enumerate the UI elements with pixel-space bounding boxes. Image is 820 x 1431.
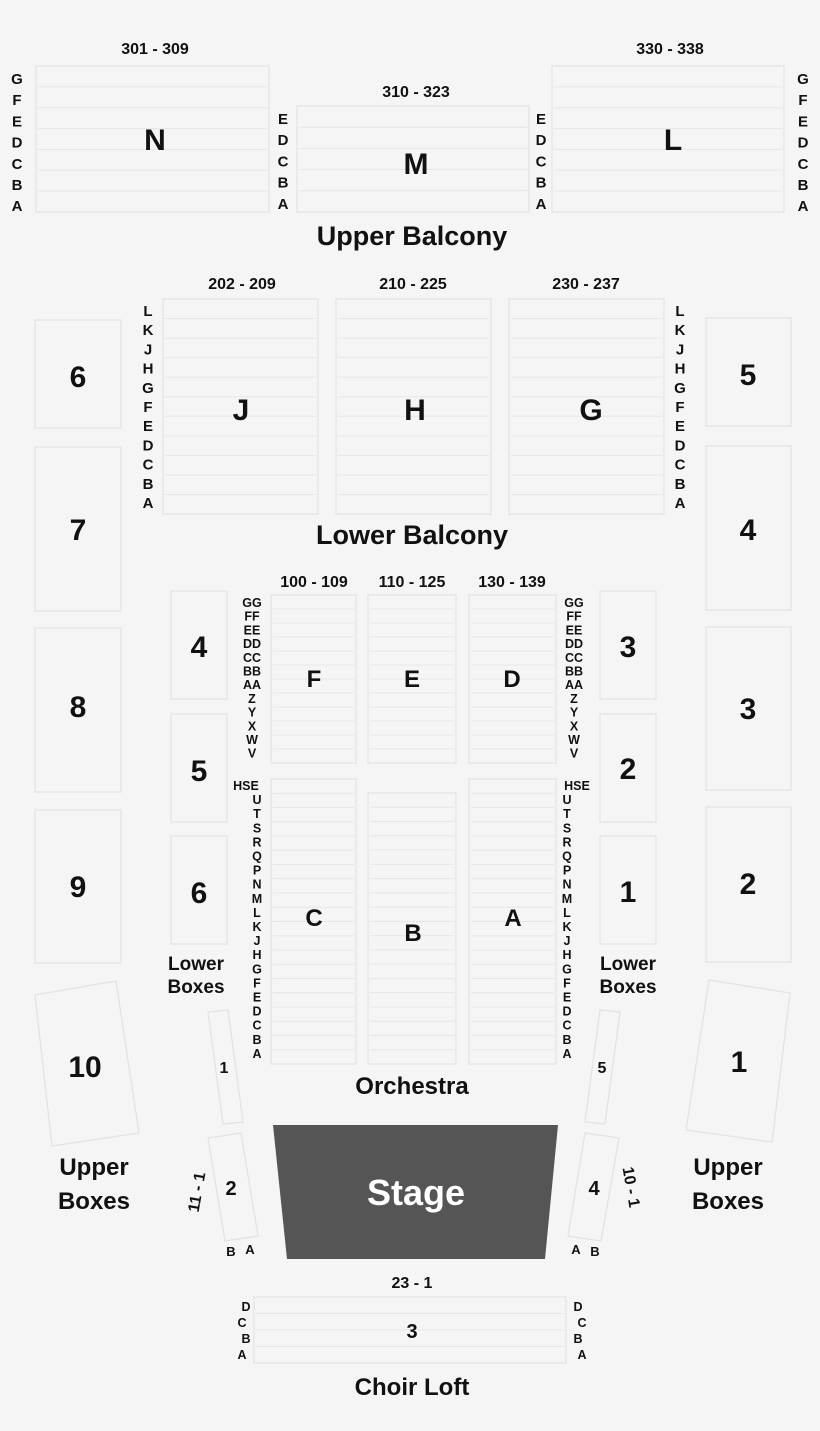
row-label: AA — [564, 678, 584, 693]
row-label: B — [797, 177, 809, 194]
orchestra-upper-rows-left — [242, 596, 261, 761]
row-label: E — [797, 113, 809, 131]
svg-text:2: 2 — [739, 868, 757, 901]
row-label: FF — [244, 609, 260, 624]
row-label: G — [252, 962, 262, 977]
upper-balcony-title: Upper Balcony — [316, 221, 508, 251]
row-label: A — [674, 495, 686, 512]
row-label: C — [562, 1018, 572, 1033]
row-label: S — [252, 821, 262, 836]
section-m-range: 310 - 323 — [382, 84, 450, 101]
row-label: E — [535, 111, 547, 128]
section-e-range: 110 - 125 — [378, 574, 446, 591]
svg-text:8: 8 — [69, 691, 87, 724]
upper-balcony — [11, 41, 809, 251]
section-j-range: 202 - 209 — [208, 276, 276, 293]
choir-loft-section-label: 3 — [406, 1321, 418, 1343]
row-label: S — [562, 821, 572, 836]
section-j[interactable] — [163, 299, 318, 514]
stage-box-right-row-b: B — [590, 1244, 600, 1259]
choir-loft-rows-left — [237, 1300, 250, 1362]
row-label: DD — [564, 637, 584, 652]
stage-box-left-2[interactable] — [208, 1133, 258, 1241]
row-label: J — [253, 934, 261, 949]
row-label: E — [277, 111, 289, 128]
stage-box-right-4[interactable] — [568, 1133, 619, 1241]
svg-text:7: 7 — [69, 514, 87, 547]
upper-box-right-2[interactable] — [706, 807, 791, 962]
section-m-label: M — [403, 148, 429, 181]
row-label: D — [241, 1300, 251, 1314]
svg-text:4: 4 — [588, 1178, 600, 1200]
lower-boxes-right-title-line1: Lower — [600, 954, 656, 975]
row-label: CC — [564, 650, 584, 665]
row-label: C — [674, 456, 686, 474]
section-c[interactable] — [271, 779, 356, 1064]
row-label: M — [251, 891, 263, 906]
orchestra-title: Orchestra — [355, 1073, 469, 1100]
row-label: EE — [565, 623, 583, 638]
row-label: BB — [564, 664, 584, 679]
row-label: F — [143, 399, 153, 416]
lower-boxes-left — [167, 591, 227, 998]
section-e-label: E — [403, 666, 421, 693]
row-label: B — [142, 475, 154, 493]
row-label: U — [562, 793, 572, 808]
upper-box-right-3[interactable] — [706, 627, 791, 790]
svg-text:2: 2 — [225, 1178, 237, 1200]
row-label: N — [252, 877, 262, 892]
row-label: D — [142, 437, 154, 455]
upper-box-right-5[interactable] — [706, 318, 791, 426]
row-label: K — [142, 322, 154, 340]
row-label: B — [535, 174, 547, 192]
row-label: EE — [243, 623, 261, 638]
stage-box-right-5[interactable] — [585, 1010, 620, 1124]
row-label: GG — [564, 596, 584, 610]
upper-balcony-rows-inner-right — [536, 111, 547, 213]
section-g-range: 230 - 237 — [552, 276, 620, 293]
lower-boxes-left-title-line2: Boxes — [167, 977, 225, 998]
lower-boxes-right-title-line2: Boxes — [599, 977, 657, 998]
section-b[interactable] — [368, 793, 456, 1064]
section-l[interactable] — [552, 66, 784, 212]
row-label: U — [252, 793, 262, 808]
row-label: DD — [242, 637, 262, 652]
row-label: CC — [242, 650, 262, 665]
row-label: HSE — [233, 779, 259, 793]
section-d[interactable] — [469, 595, 556, 763]
row-label: A — [577, 1348, 587, 1362]
row-label: AA — [242, 678, 262, 693]
upper-boxes-right — [686, 318, 791, 1215]
section-b-label: B — [404, 920, 422, 947]
lower-boxes-left-title-line1: Lower — [168, 954, 224, 975]
choir-loft — [237, 1275, 586, 1401]
stage — [273, 1125, 558, 1259]
lower-boxes-right — [599, 591, 656, 998]
row-label: B — [252, 1032, 262, 1047]
upper-box-left-6[interactable] — [35, 320, 121, 428]
row-label: F — [253, 976, 261, 991]
row-label: D — [573, 1300, 583, 1314]
row-label: P — [562, 863, 572, 878]
row-label: G — [562, 962, 572, 977]
row-label: D — [11, 134, 23, 152]
svg-text:5: 5 — [739, 359, 757, 392]
section-h-range: 210 - 225 — [379, 276, 447, 293]
section-c-label: C — [305, 905, 323, 932]
svg-text:3: 3 — [739, 693, 757, 726]
row-label: Z — [248, 691, 256, 706]
row-label: B — [674, 475, 686, 493]
svg-text:4: 4 — [190, 631, 208, 664]
orchestra-lower-rows-right — [562, 779, 590, 1061]
orchestra-lower-rows-left — [233, 779, 262, 1061]
row-label: X — [569, 719, 579, 734]
row-label: L — [253, 905, 261, 920]
row-label: A — [562, 1046, 572, 1061]
row-label: C — [277, 153, 289, 171]
row-label: A — [11, 198, 23, 216]
section-f[interactable] — [271, 595, 356, 763]
row-label: G — [142, 379, 154, 397]
stage-box-left-row-a: A — [245, 1242, 255, 1257]
section-n[interactable] — [36, 66, 269, 212]
section-g-label: G — [579, 394, 603, 427]
row-label: D — [674, 437, 686, 455]
upper-box-right-1[interactable] — [686, 980, 790, 1142]
lower-balcony-title: Lower Balcony — [315, 520, 509, 550]
section-e[interactable] — [368, 595, 456, 763]
lower-balcony-rows-left — [142, 303, 154, 512]
row-label: K — [562, 920, 572, 934]
upper-balcony-rows-inner-left — [278, 111, 289, 213]
row-label: B — [573, 1332, 583, 1346]
lower-balcony — [142, 276, 686, 550]
row-label: R — [252, 835, 262, 850]
section-l-label: L — [663, 124, 683, 157]
row-label: T — [563, 807, 571, 822]
section-j-label: J — [232, 394, 250, 427]
row-label: B — [562, 1032, 572, 1047]
row-label: F — [798, 92, 808, 110]
row-label: B — [241, 1332, 251, 1346]
row-label: X — [247, 719, 257, 734]
row-label: E — [674, 418, 686, 436]
row-label: T — [253, 807, 261, 822]
stage-boxes-right — [568, 1010, 642, 1259]
upper-boxes-left-title-line1: Upper — [59, 1154, 129, 1181]
row-label: A — [237, 1348, 247, 1362]
row-label: K — [252, 920, 262, 934]
row-label: A — [142, 495, 154, 512]
section-a-label: A — [504, 905, 522, 932]
row-label: C — [11, 155, 23, 173]
row-label: E — [11, 113, 23, 131]
section-g[interactable] — [509, 299, 664, 514]
upper-box-left-9[interactable] — [35, 810, 121, 963]
svg-text:1: 1 — [619, 876, 637, 909]
row-label: J — [143, 341, 153, 359]
lower-box-right-1[interactable] — [600, 836, 656, 944]
row-label: W — [246, 733, 258, 747]
upper-boxes-left-title-line2: Boxes — [57, 1188, 131, 1215]
upper-box-left-10[interactable] — [35, 981, 139, 1146]
row-label: V — [247, 746, 257, 761]
upper-box-right-4[interactable] — [706, 446, 791, 610]
row-label: FF — [566, 609, 582, 624]
svg-text:5: 5 — [190, 755, 208, 788]
lower-box-left-5[interactable] — [171, 714, 227, 822]
row-label: F — [563, 976, 571, 991]
section-h[interactable] — [336, 299, 491, 514]
stage-box-left-1[interactable] — [208, 1010, 243, 1124]
row-label: W — [568, 733, 580, 747]
row-label: Y — [247, 705, 257, 720]
upper-box-left-8[interactable] — [35, 628, 121, 792]
choir-loft-rows-right — [573, 1300, 586, 1362]
section-d-label: D — [503, 666, 521, 693]
row-label: L — [563, 905, 571, 920]
svg-text:1: 1 — [219, 1060, 229, 1077]
row-label: N — [562, 877, 572, 892]
stage-box-left-range: 11 - 1 — [185, 1171, 210, 1214]
upper-boxes-left — [35, 320, 139, 1215]
row-label: F — [12, 92, 22, 110]
row-label: C — [535, 153, 547, 171]
row-label: D — [797, 134, 809, 152]
row-label: R — [562, 835, 572, 850]
row-label: Z — [570, 691, 578, 706]
section-l-range: 330 - 338 — [636, 41, 704, 58]
row-label: C — [252, 1018, 262, 1033]
row-label: Q — [252, 849, 262, 864]
row-label: G — [797, 71, 809, 88]
row-label: Q — [562, 849, 572, 864]
lower-box-left-6[interactable] — [171, 836, 227, 944]
svg-text:6: 6 — [190, 877, 208, 910]
section-f-label: F — [306, 666, 322, 693]
row-label: A — [535, 195, 547, 213]
row-label: K — [674, 322, 686, 340]
choir-loft-range: 23 - 1 — [391, 1275, 433, 1292]
row-label: F — [675, 399, 685, 416]
stage-box-right-range: 10 - 1 — [618, 1165, 643, 1209]
svg-text:9: 9 — [69, 871, 87, 904]
row-label: C — [577, 1316, 587, 1330]
row-label: A — [277, 195, 289, 213]
upper-boxes-right-title-line1: Upper — [693, 1154, 763, 1181]
row-label: P — [252, 863, 262, 878]
row-label: Y — [569, 705, 579, 720]
orchestra-upper-rows-right — [564, 596, 583, 761]
section-m[interactable] — [297, 106, 529, 212]
section-f-range: 100 - 109 — [280, 574, 348, 591]
svg-text:6: 6 — [69, 361, 87, 394]
row-label: HSE — [564, 779, 590, 793]
section-h-label: H — [404, 394, 426, 427]
stage-label: Stage — [366, 1172, 466, 1213]
row-label: GG — [242, 596, 262, 610]
row-label: E — [562, 990, 572, 1005]
lower-box-right-2[interactable] — [600, 714, 656, 822]
row-label: B — [11, 177, 23, 194]
row-label: M — [561, 891, 573, 906]
row-label: C — [237, 1316, 247, 1330]
row-label: D — [535, 132, 547, 150]
upper-boxes-right-title-line2: Boxes — [691, 1188, 765, 1215]
section-d-range: 130 - 139 — [478, 574, 546, 591]
svg-text:3: 3 — [619, 631, 637, 664]
row-label: A — [252, 1046, 262, 1061]
stage-box-left-row-b: B — [226, 1244, 236, 1259]
row-label: E — [252, 990, 262, 1005]
stage-boxes-left — [186, 1010, 258, 1259]
svg-text:2: 2 — [619, 753, 637, 786]
upper-balcony-rows-far-left — [11, 71, 23, 215]
row-label: G — [11, 71, 23, 88]
svg-text:1: 1 — [730, 1046, 748, 1079]
row-label: A — [797, 198, 809, 216]
row-label: L — [675, 303, 685, 320]
row-label: D — [252, 1004, 262, 1019]
svg-text:4: 4 — [739, 514, 757, 547]
lower-box-right-3[interactable] — [600, 591, 656, 699]
row-label: L — [143, 303, 153, 320]
row-label: D — [277, 132, 289, 150]
choir-loft-section-3[interactable] — [254, 1297, 566, 1363]
row-label: B — [277, 174, 289, 192]
row-label: J — [675, 341, 685, 359]
lower-box-left-4[interactable] — [171, 591, 227, 699]
section-n-label: N — [144, 124, 166, 157]
upper-box-left-7[interactable] — [35, 447, 121, 611]
section-n-range: 301 - 309 — [121, 41, 189, 58]
row-label: H — [142, 360, 154, 378]
svg-text:5: 5 — [597, 1060, 607, 1077]
lower-balcony-rows-right — [674, 303, 686, 512]
row-label: D — [562, 1004, 572, 1019]
row-label: H — [562, 948, 572, 963]
section-a[interactable] — [469, 779, 556, 1064]
row-label: BB — [242, 664, 262, 679]
orchestra — [233, 574, 590, 1100]
svg-text:10: 10 — [68, 1051, 102, 1084]
upper-balcony-rows-far-right — [797, 71, 809, 215]
row-label: H — [252, 948, 262, 963]
row-label: H — [674, 360, 686, 378]
row-label: G — [674, 379, 686, 397]
row-label: C — [142, 456, 154, 474]
row-label: J — [563, 934, 571, 949]
row-label: E — [142, 418, 154, 436]
row-label: V — [569, 746, 579, 761]
stage-box-right-row-a: A — [571, 1242, 581, 1257]
row-label: C — [797, 155, 809, 173]
choir-loft-title: Choir Loft — [354, 1374, 470, 1401]
